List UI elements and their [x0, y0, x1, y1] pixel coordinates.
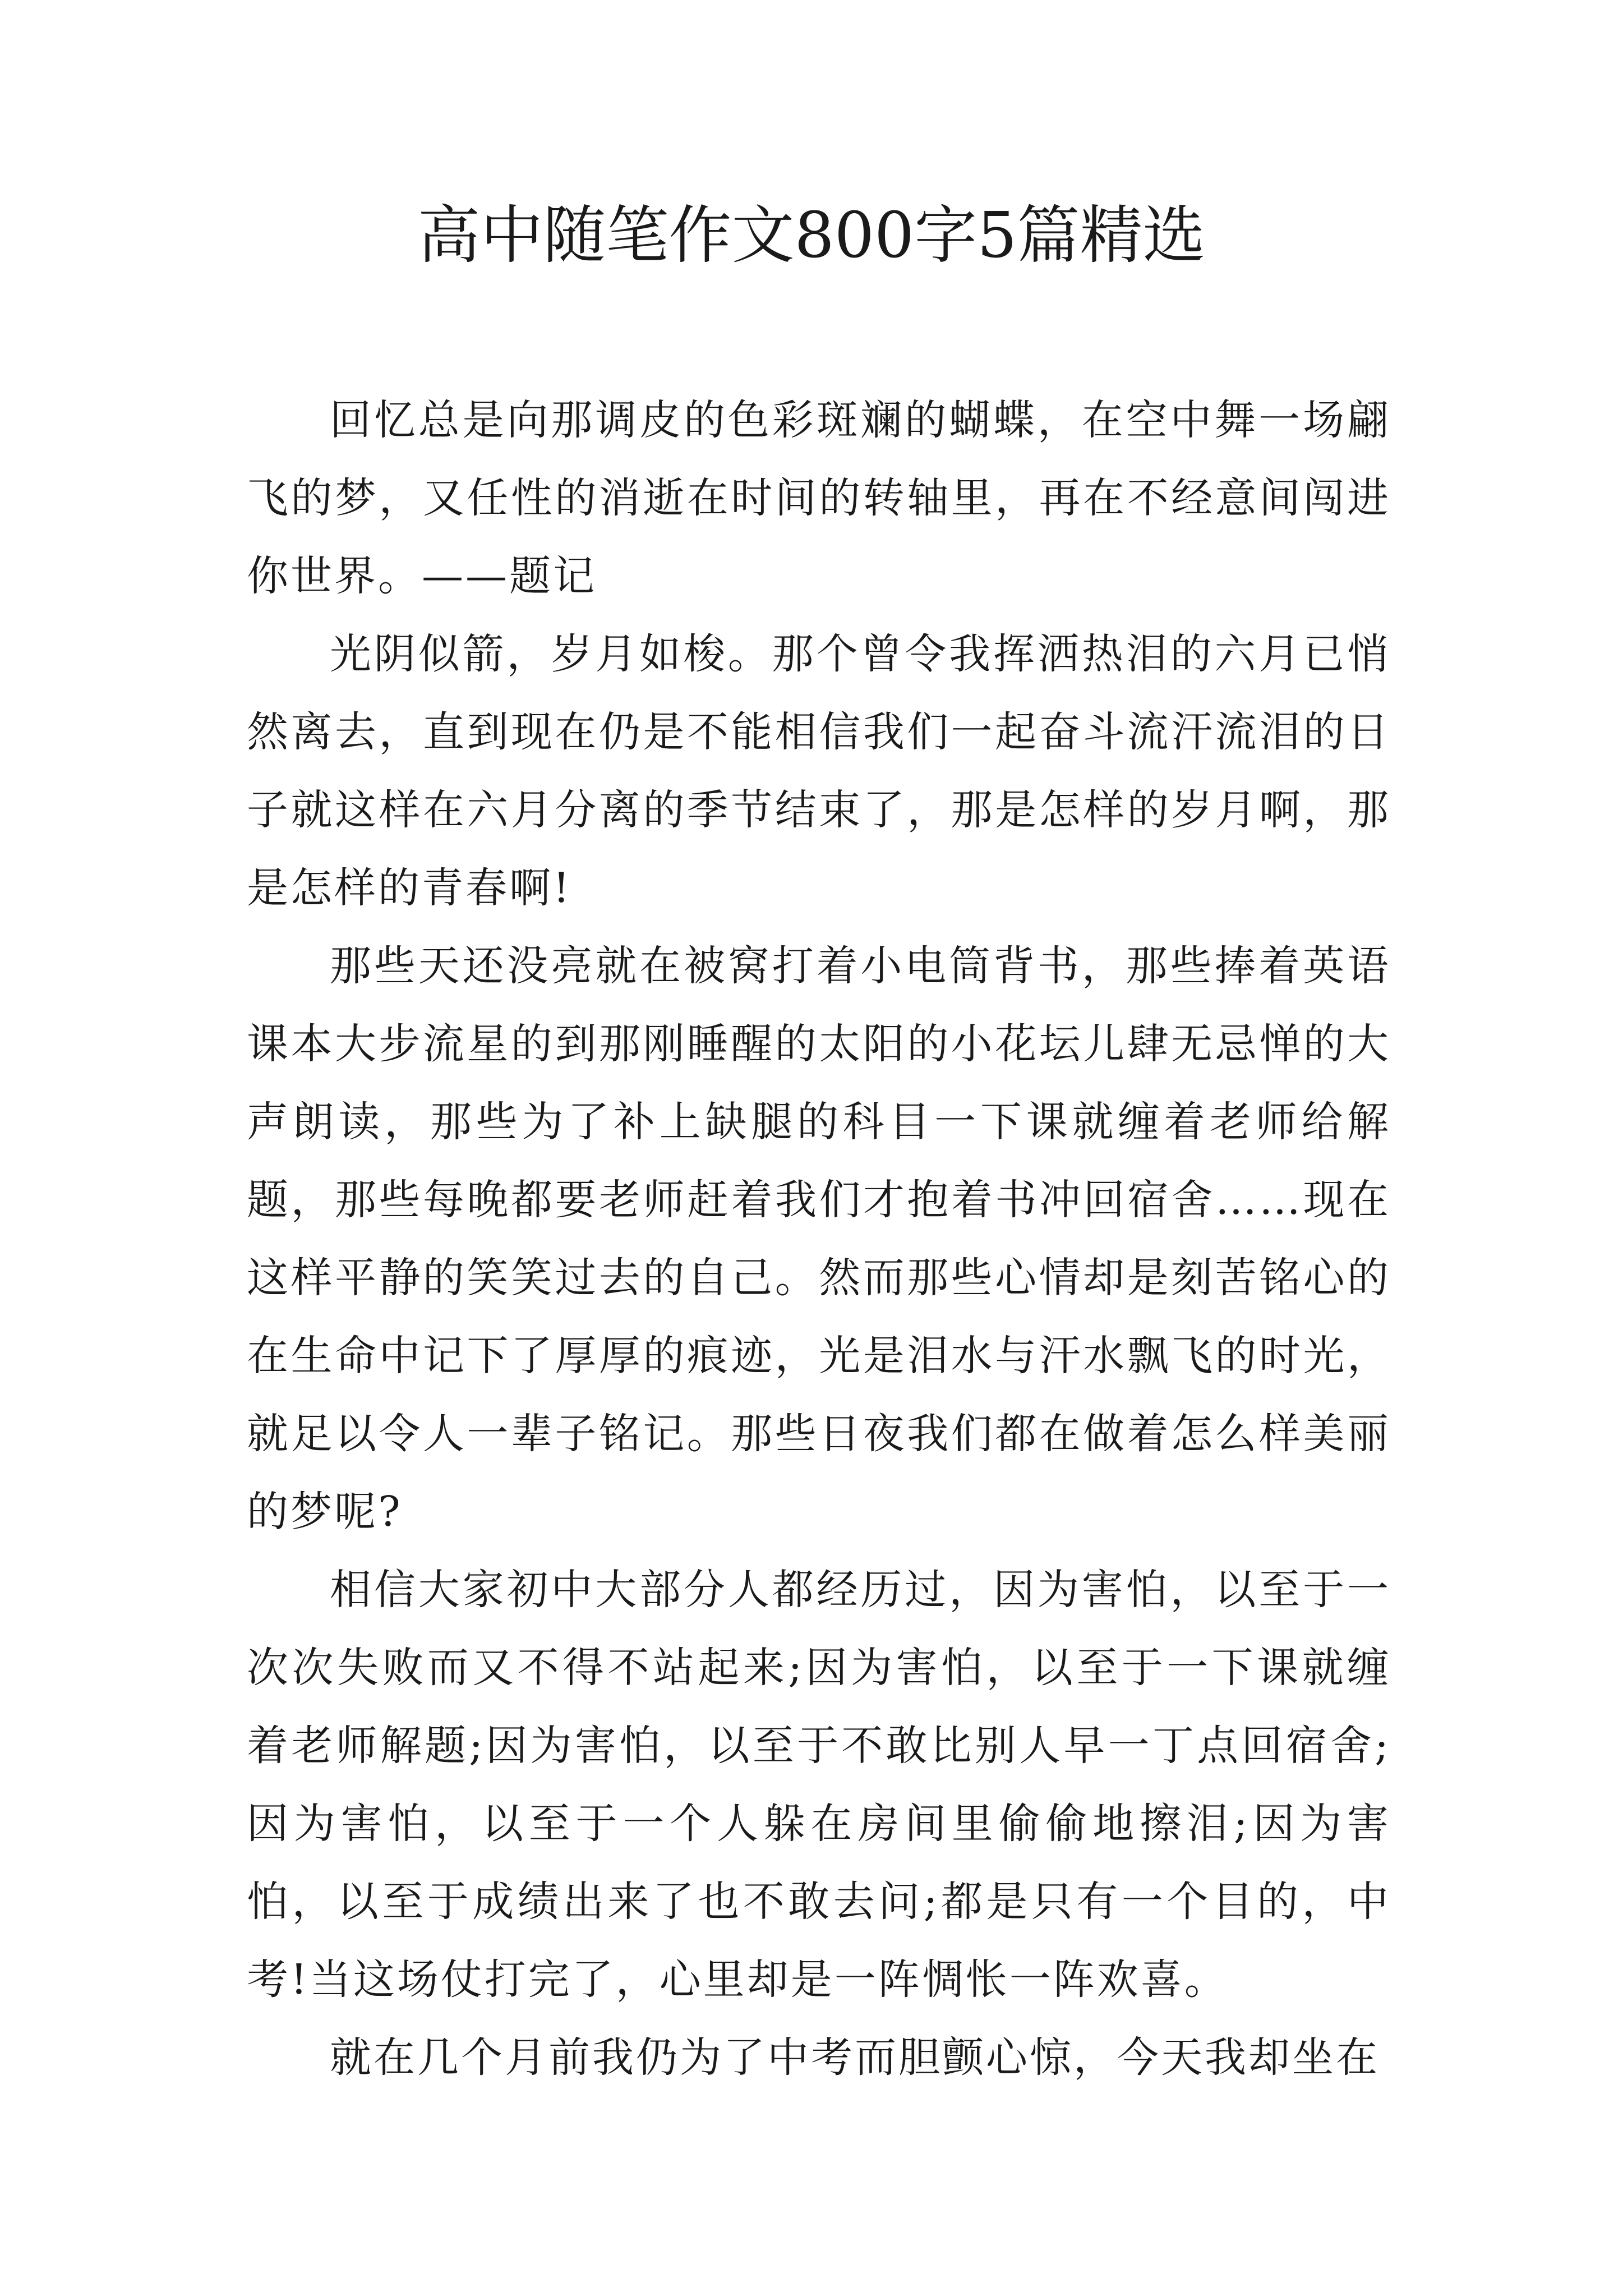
paragraph-4: 相信大家初中大部分人都经历过，因为害怕，以至于一次次失败而又不得不站起来;因为害怕，以至于一下课就缠着老师解题;因为害怕，以至于不敢比别人早一丁点回宿舍;因为害怕，以至于一个人躲在房间里偷偷地擦泪;因为害怕，以至于成绩出来了也不敢去问;都是只有一个目的，中考!当这场仗打完了，心里却是一阵惆怅一阵欢喜。 [247, 1566, 1391, 2004]
document-body [247, 381, 1391, 2097]
paragraph-5: 就在几个月前我仍为了中考而胆颤心惊，今天我却坐在 [330, 2033, 1380, 2082]
paragraph-epigraph: 回忆总是向那调皮的色彩斑斓的蝴蝶，在空中舞一场翩飞的梦，又任性的消逝在时间的转轴里，再在不经意间闯进你世界。——题记 [247, 396, 1391, 600]
paragraph-3: 那些天还没亮就在被窝打着小电筒背书，那些捧着英语课本大步流星的到那刚睡醒的太阳的小花坛儿肆无忌惮的大声朗读，那些为了补上缺腿的科目一下课就缠着老师给解题，那些每晚都要老师赶着我们才抱着书冲回宿舍……现在这样平静的笑笑过去的自己。然而那些心情却是刻苦铭心的在生命中记下了厚厚的痕迹，光是泪水与汗水飘飞的时光，就足以令人一辈子铭记。那些日夜我们都在做着怎么样美丽的梦呢? [247, 942, 1391, 1536]
paragraph-2: 光阴似箭，岁月如梭。那个曾令我挥洒热泪的六月已悄然离去，直到现在仍是不能相信我们一起奋斗流汗流泪的日子就这样在六月分离的季节结束了，那是怎样的岁月啊，那是怎样的青春啊! [247, 630, 1391, 912]
document-title: 高中随笔作文800字5篇精选 [417, 199, 1206, 272]
